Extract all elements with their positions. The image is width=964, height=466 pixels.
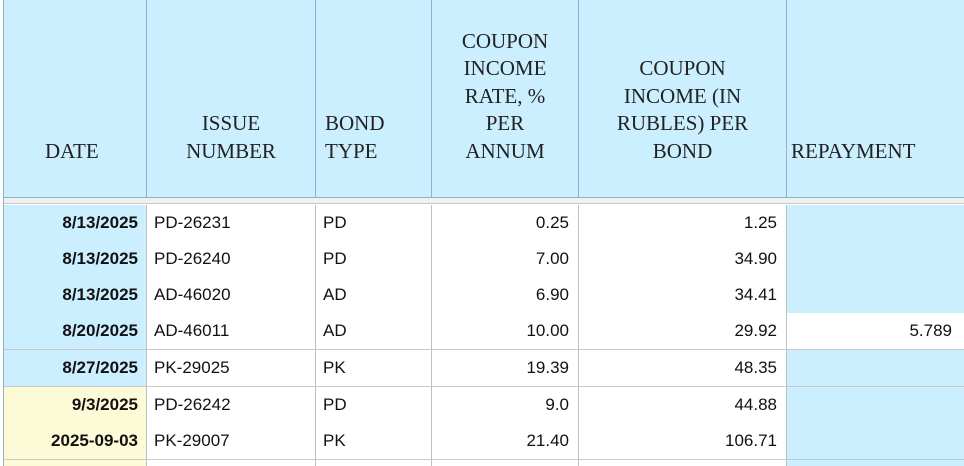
header-date[interactable]: DATE — [4, 0, 147, 198]
cell-issue-number[interactable]: PD-26240 — [147, 241, 316, 278]
cell-repayment[interactable] — [787, 423, 964, 460]
cell-issue-number[interactable]: AD-46020 — [147, 277, 316, 314]
cell-repayment[interactable] — [787, 460, 964, 466]
cell-repayment[interactable] — [787, 241, 964, 278]
cell-repayment[interactable] — [787, 277, 964, 314]
header-repayment[interactable]: REPAYMENT — [787, 0, 964, 198]
cell-coupon-rate[interactable]: 10.00 — [432, 313, 579, 350]
cell-date[interactable]: 9/3/2025 — [4, 387, 147, 424]
cell-coupon-income[interactable]: 34.90 — [579, 241, 787, 278]
cell-date[interactable]: 8/20/2025 — [4, 313, 147, 350]
cell-issue-number[interactable]: PD-26242 — [147, 387, 316, 424]
cell-coupon-rate[interactable]: 7.00 — [432, 241, 579, 278]
cell-issue-number[interactable]: PD-26231 — [147, 205, 316, 242]
cell-coupon-income[interactable]: 34.41 — [579, 277, 787, 314]
header-coupon-rate[interactable]: COUPON INCOME RATE, % PER ANNUM — [432, 0, 579, 198]
cell-issue-number[interactable] — [147, 460, 316, 466]
header-coupon-income[interactable]: COUPON INCOME (IN RUBLES) PER BOND — [579, 0, 787, 198]
cell-coupon-income[interactable]: 44.88 — [579, 387, 787, 424]
cell-coupon-rate[interactable]: 6.90 — [432, 277, 579, 314]
cell-issue-number[interactable]: PK-29007 — [147, 423, 316, 460]
cell-bond-type[interactable]: AD — [316, 313, 432, 350]
cell-date[interactable]: 8/13/2025 — [4, 277, 147, 314]
cell-bond-type[interactable] — [316, 460, 432, 466]
cell-coupon-rate[interactable]: 21.40 — [432, 423, 579, 460]
cell-bond-type[interactable]: PD — [316, 241, 432, 278]
cell-date[interactable]: 8/13/2025 — [4, 205, 147, 242]
cell-repayment[interactable] — [787, 387, 964, 424]
cell-bond-type[interactable]: PK — [316, 350, 432, 387]
header-issue-number[interactable]: ISSUE NUMBER — [147, 0, 316, 198]
cell-coupon-rate[interactable] — [432, 460, 579, 466]
cell-coupon-income[interactable]: 106.71 — [579, 423, 787, 460]
cell-coupon-rate[interactable]: 0.25 — [432, 205, 579, 242]
cell-bond-type[interactable]: PK — [316, 423, 432, 460]
cell-date[interactable]: 2025-09-03 — [4, 423, 147, 460]
cell-bond-type[interactable]: PD — [316, 387, 432, 424]
cell-coupon-income[interactable]: 1.25 — [579, 205, 787, 242]
cell-date[interactable]: 8/27/2025 — [4, 350, 147, 387]
cell-coupon-income[interactable]: 29.92 — [579, 313, 787, 350]
cell-bond-type[interactable]: PD — [316, 205, 432, 242]
cell-coupon-rate[interactable]: 9.0 — [432, 387, 579, 424]
cell-date[interactable]: 8/13/2025 — [4, 241, 147, 278]
cell-repayment[interactable]: 5.789 — [787, 313, 964, 350]
cell-coupon-rate[interactable]: 19.39 — [432, 350, 579, 387]
cell-coupon-income[interactable] — [579, 460, 787, 466]
header-separator — [4, 198, 964, 204]
cell-issue-number[interactable]: AD-46011 — [147, 313, 316, 350]
cell-repayment[interactable] — [787, 205, 964, 242]
cell-bond-type[interactable]: AD — [316, 277, 432, 314]
cell-issue-number[interactable]: PK-29025 — [147, 350, 316, 387]
header-bond-type[interactable]: BOND TYPE — [316, 0, 432, 198]
cell-repayment[interactable] — [787, 350, 964, 387]
cell-date[interactable] — [4, 460, 147, 466]
cell-coupon-income[interactable]: 48.35 — [579, 350, 787, 387]
